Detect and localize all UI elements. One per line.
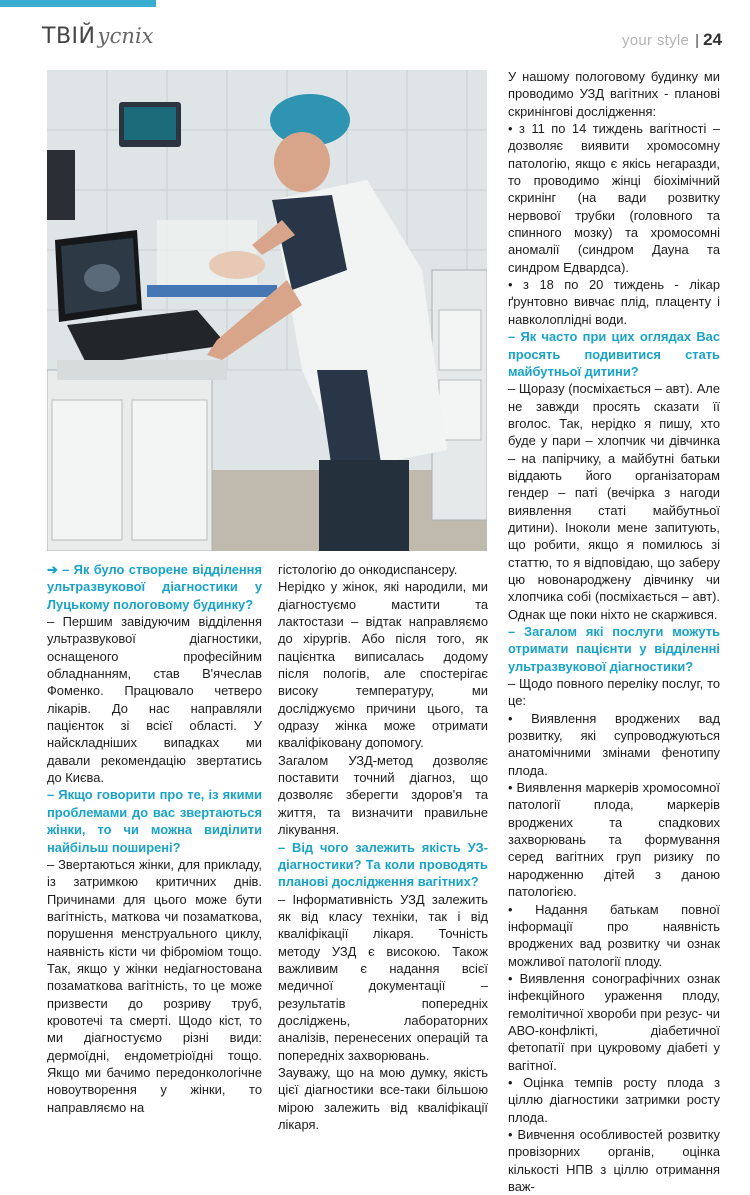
bullet-item: • Виявлення сонографічних ознак інфекційного ураження плоду, гемолітичної хвороби при резус- чи АВО-конфлікті, діабетичної фетопатії при цукровому діабеті у вагітної. <box>508 970 720 1073</box>
question-heading: – Від чого залежить якість УЗ-діагностики? Та коли проводять планові дослідження вагітних? <box>278 839 488 890</box>
page-header-right <box>622 30 722 50</box>
answer-paragraph: – Першим завідуючим відділення ультразвукової діагностики, оснащеного професійним обладнанням, став В'ячеслав Фоменко. Працювало четверо лікарів. До нас направляли пацієнток зі всієї області. У найскладніших випадках ми давали рекомендацію звертатись до Києва. <box>47 614 262 786</box>
question-heading: – Якщо говорити про те, із якими проблемами до вас звертаються жінки, то чи можна виділити найбільш поширені? <box>47 787 262 855</box>
answer-paragraph: – Інформативність УЗД залежить як від класу техніки, так і від кваліфікації лікаря. Точність методу УЗД є високою. Також важливим є надання всієї медичної документації – результатів попередніх досліджень, лабораторних аналізів, перенесених операцій та попередніх захворювань. <box>278 891 488 1063</box>
bullet-item: • Виявлення маркерів хромосомної патології плода, маркерів вроджених та спадкових захворювань та формування серед вагітних груп ризику по народженню дітей з даною патологією. <box>508 780 720 900</box>
answer-paragraph: – Звертаються жінки, для прикладу, із затримкою критичних днів. Причинами для цього може бути вагітність, маткова чи позаматкова, порушення менструального циклу, наявність кісти чи фібромiом тощо. Так, якщо у жінки недіагностована позаматкова вагітність, то це може призвести до розриву труб, кровотечі та смерті. Щодо кіст, то ми діагностуємо різні види: дермоїдні, ендометріоїдні тощо. Якщо ми бачимо передонкологічне новоутворення у жінки, то направляємо на <box>47 856 262 1115</box>
arrow-right-icon: ➔ <box>47 562 63 577</box>
bullet-item: • Виявлення вроджених вад розвитку, які супроводжуються анатомічними змінами фенотипу плода. <box>508 710 720 778</box>
page-separator: | <box>695 31 700 49</box>
question-heading: – Загалом які послуги можуть отримати пацієнти у відділенні ультразвукової діагностики? <box>508 624 720 674</box>
answer-paragraph: Загалом УЗД-метод дозволяє поставити точний діагноз, що дозволяє зберегти здоров'я та життя, та визначити правильне лікування. <box>278 752 488 838</box>
page-number: 24 <box>703 30 722 49</box>
article-column-3 <box>508 68 720 1195</box>
answer-paragraph: У нашому пологовому будинку ми проводимо УЗД вагітних - планові скринінгові дослідження: <box>508 69 720 119</box>
magazine-logo <box>42 24 154 49</box>
answer-paragraph: – Щоразу (посміхається – авт). Але не завжди просять сказати її вголос. Так, нерідко я пишу, хто буде у пари – хлопчик чи дівчинка – на папірчику, а майбутні батьки віддають його організаторам гендер – паті (вечірка з нагоди виявлення статі майбутньої дитини). Іноколи мене запитують, що робити, якщо я помилюсь зі статтю, то я відповідаю, що заберу цю новонароджену дівчинку чи хлопчика собі (посміхається – авт). Однак ще поки ніхто не скаржився. <box>508 381 720 622</box>
bullet-item: • Оцінка темпів росту плода з ціллю діагностики затримки росту плода. <box>508 1074 720 1125</box>
question-heading: – Як часто при цих оглядах Вас просять подивитися стать майбутньої дитини? <box>508 329 720 379</box>
question-heading: – Як було створене відділення ультразвукової діагностики у Луцькому пологовому будинку? <box>47 562 262 612</box>
article-column-1 <box>47 561 262 1116</box>
brand-script: успіх <box>97 24 154 48</box>
doctor-ultrasound-photo <box>47 70 487 551</box>
brand-main: ТВІЙ <box>42 24 96 49</box>
photo-illustration <box>47 70 487 551</box>
bullet-item: • Вивчення особливостей розвитку провізорних органів, оцінка кількості НПВ з ціллю отримання важ- <box>508 1126 720 1194</box>
bullet-item: • Надання батькам повної інформації про наявність вроджених вад розвитку чи ознак можливої патології плоду. <box>508 901 720 969</box>
bullet-item: • з 11 по 14 тиждень вагітності – дозволяє виявити хромосомну патологію, якщо є якісь негаразди, то проводимо жінці біохімічний скринінг (на вади розвитку нервової трубки (головного та спинного мозку) та хромосомні аномалії (синдром Дауна та синдром Едвардса). <box>508 121 720 275</box>
top-accent-bar <box>0 0 156 7</box>
tagline: your style <box>621 31 690 49</box>
answer-paragraph: Зауважу, що на мою думку, якість цієї діагностики все-таки більшою мірою залежить від кваліфікації лікаря. <box>278 1064 488 1132</box>
answer-paragraph: – Щодо повного переліку послуг, то це: <box>508 676 720 709</box>
answer-paragraph: Нерідко у жінок, які народили, ми діагностуємо мастити та лактостази – відтак направляємо до хірургів. Або після того, як пацієнтка виписалась додому після пологів, але спостерігає високу температуру, ми досліджуємо причини цього, та одразу жінка може отримати кваліфіковану допомогу. <box>278 579 488 751</box>
answer-paragraph: гістологію до онкодиспансеру. <box>278 562 458 577</box>
article-column-2 <box>278 561 488 1133</box>
bullet-item: • з 18 по 20 тиждень - лікар ґрунтовно вивчає плід, плаценту і навколоплідні води. <box>508 277 720 327</box>
